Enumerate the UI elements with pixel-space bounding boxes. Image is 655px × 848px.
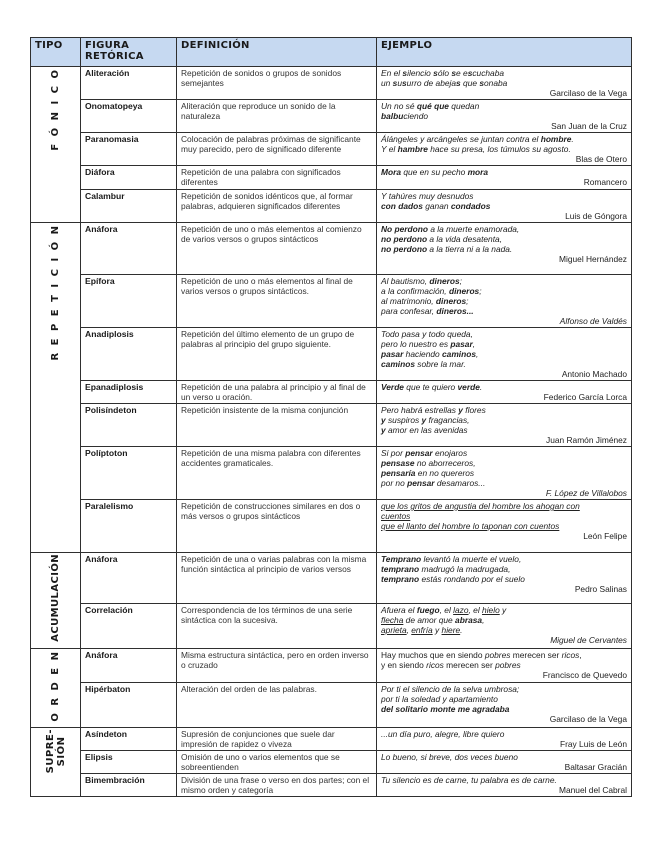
- example-line: temprano estás rondando por el suelo: [381, 574, 525, 584]
- figure-name: Epanadiplosis: [81, 381, 177, 404]
- example-author: Baltasar Gracián: [564, 762, 627, 773]
- example-author: San Juan de la Cruz: [551, 121, 627, 131]
- table-row: [31, 774, 632, 797]
- figure-definition: Repetición insistente de la misma conjunción: [177, 404, 377, 447]
- example-author: Fray Luis de León: [559, 739, 627, 750]
- figure-definition: Repetición de una misma palabra con diferentes accidentes gramaticales.: [177, 447, 377, 500]
- figure-definition: Repetición de sonidos o grupos de sonidos semejantes: [177, 67, 377, 100]
- example-line: pero lo nuestro es pasar,: [381, 339, 476, 349]
- example-line: con dados ganan condados: [381, 201, 491, 211]
- figure-example: [377, 648, 632, 683]
- example-author: Francisco de Quevedo: [542, 669, 627, 680]
- figure-name: Anáfora: [81, 553, 177, 604]
- table-row: [31, 447, 632, 500]
- example-line: Afuera el fuego, el lazo, el hielo y: [381, 604, 507, 615]
- figure-name: Diáfora: [81, 166, 177, 190]
- example-author: Miguel Hernández: [559, 254, 627, 264]
- table-row: [31, 190, 632, 223]
- category-label: F Ó N I C O: [50, 68, 61, 151]
- figure-example: [377, 381, 632, 404]
- rhetorical-figures-table: [30, 37, 632, 797]
- example-author: F. López de Villalobos: [545, 488, 627, 498]
- example-author: Federico García Lorca: [543, 392, 627, 402]
- figure-definition: Misma estructura sintáctica, pero en orden inverso o cruzado: [177, 648, 377, 683]
- example-line: al matrimonio, dineros;: [381, 296, 469, 306]
- table-row: [31, 683, 632, 728]
- example-author: Garcilaso de la Vega: [549, 88, 627, 98]
- table-row: [31, 603, 632, 648]
- figure-example: [377, 100, 632, 133]
- table-row: [31, 648, 632, 683]
- figure-example: [377, 133, 632, 166]
- figure-example: [377, 553, 632, 604]
- figure-name: Paranomasia: [81, 133, 177, 166]
- table-row: [31, 67, 632, 100]
- table-header: [31, 38, 632, 67]
- figure-example: [377, 166, 632, 190]
- example-line: Y tahúres muy desnudos: [381, 191, 474, 201]
- example-line: a la confirmación, dineros;: [381, 286, 482, 296]
- figure-example: [377, 447, 632, 500]
- figure-example: [377, 751, 632, 774]
- table-row: [31, 275, 632, 328]
- example-line: ...un día puro, alegre, libre quiero: [381, 729, 505, 740]
- header-figura: FIGURA RETÓRICA: [81, 38, 177, 67]
- example-line: Un no sé qué que quedan: [381, 101, 480, 111]
- figure-name: Epífora: [81, 275, 177, 328]
- example-line: pensaría en no quereros: [381, 468, 475, 478]
- figure-definition: Repetición de una palabra con significados diferentes: [177, 166, 377, 190]
- example-author: Blas de Otero: [575, 154, 627, 164]
- example-line: pasar haciendo caminos,: [381, 349, 479, 359]
- category-cell: [31, 728, 81, 797]
- example-line: Todo pasa y todo queda,: [381, 329, 473, 339]
- example-author: Romancero: [583, 177, 627, 187]
- figure-name: Onomatopeya: [81, 100, 177, 133]
- figure-name: Aliteración: [81, 67, 177, 100]
- table-row: [31, 553, 632, 604]
- example-line: flecha de amor que abrasa,: [381, 614, 485, 625]
- example-line: un susurro de abejas que sonaba: [381, 78, 508, 88]
- figure-name: Anáfora: [81, 648, 177, 683]
- figure-definition: Supresión de conjunciones que suele dar impresión de rapidez o viveza: [177, 728, 377, 751]
- figure-definition: Repetición de uno o más elementos al final de varios versos o grupos sintácticos.: [177, 275, 377, 328]
- example-line: caminos sobre la mar.: [381, 359, 466, 369]
- table-row: [31, 328, 632, 381]
- category-label: R E P E T I C I Ó N: [50, 224, 61, 361]
- example-line: que el llanto del hombre lo taponan con cuentos: [381, 521, 560, 531]
- example-line: del solitario monte me agradaba: [381, 704, 510, 715]
- figure-definition: Alteración del orden de las palabras.: [177, 683, 377, 728]
- figure-definition: Repetición de sonidos idénticos que, al formar palabras, adquieren significados diferentes: [177, 190, 377, 223]
- example-line: No perdono a la muerte enamorada,: [381, 224, 520, 234]
- figure-name: Bimembración: [81, 774, 177, 797]
- example-line: para confesar, dineros...: [381, 306, 474, 316]
- header-definicion: DEFINICIÓN: [177, 38, 377, 67]
- table-row: [31, 500, 632, 553]
- example-line: Álángeles y arcángeles se juntan contra el hombre.: [381, 134, 574, 144]
- example-line: Al bautismo, dineros;: [381, 276, 462, 286]
- table-row: [31, 133, 632, 166]
- figure-definition: Omisión de uno o varios elementos que se sobreentienden: [177, 751, 377, 774]
- figure-definition: Repetición del último elemento de un grupo de palabras al principio del grupo siguiente.: [177, 328, 377, 381]
- figure-name: Calambur: [81, 190, 177, 223]
- table-row: [31, 404, 632, 447]
- figure-definition: Correspondencia de los términos de una serie sintáctica con la sucesiva.: [177, 603, 377, 648]
- example-line: no perdono a la vida desatenta,: [381, 234, 503, 244]
- example-author: Miguel de Cervantes: [550, 634, 627, 645]
- example-line: por no pensar desamaros...: [381, 478, 486, 488]
- figure-example: [377, 683, 632, 728]
- figure-definition: Repetición de una palabra al principio y al final de un verso u oración.: [177, 381, 377, 404]
- example-author: Manuel del Cabral: [559, 785, 627, 796]
- figure-name: Elipsis: [81, 751, 177, 774]
- figure-name: Asíndeton: [81, 728, 177, 751]
- figure-name: Correlación: [81, 603, 177, 648]
- figure-name: Paralelismo: [81, 500, 177, 553]
- figure-name: Polisíndeton: [81, 404, 177, 447]
- example-line: y suspiros y fragancias,: [381, 415, 470, 425]
- figure-definition: Repetición de uno o más elementos al comienzo de varios versos o grupos sintácticos: [177, 223, 377, 275]
- figure-definition: Colocación de palabras próximas de significante muy parecido, pero de significado diferente: [177, 133, 377, 166]
- table-row: [31, 223, 632, 275]
- figure-definition: División de una frase o verso en dos partes; con el mismo orden y categoría: [177, 774, 377, 797]
- table-row: [31, 381, 632, 404]
- example-author: Alfonso de Valdés: [559, 316, 627, 326]
- example-line: y en siendo ricos merecen ser pobres: [381, 659, 521, 670]
- table-body: [31, 67, 632, 797]
- example-author: Juan Ramón Jiménez: [546, 435, 627, 445]
- example-line: y amor en las avenidas: [381, 425, 468, 435]
- example-author: Luis de Góngora: [565, 211, 627, 221]
- example-line: Pero habrá estrellas y flores: [381, 405, 486, 415]
- figure-example: [377, 404, 632, 447]
- table-row: [31, 728, 632, 751]
- example-line: Lo bueno, si breve, dos veces bueno: [381, 752, 518, 763]
- header-ejemplo: EJEMPLO: [377, 38, 632, 67]
- example-line: Tu silencio es de carne, tu palabra es de carne.: [381, 775, 557, 786]
- example-author: Garcilaso de la Vega: [549, 714, 627, 725]
- example-line: Por ti el silencio de la selva umbrosa;: [381, 684, 520, 695]
- figure-name: Anáfora: [81, 223, 177, 275]
- example-line: En el silencio sólo se escuchaba: [381, 68, 505, 78]
- example-line: Verde que te quiero verde.: [381, 382, 483, 392]
- category-label: O R D E N: [50, 649, 61, 722]
- table-row: [31, 751, 632, 774]
- figure-example: [377, 67, 632, 100]
- category-cell: [31, 648, 81, 728]
- example-line: Hay muchos que en siendo pobres merecen ser ricos,: [381, 649, 582, 660]
- example-line: balbuciendo: [381, 111, 429, 121]
- figure-definition: Aliteración que reproduce un sonido de la naturaleza: [177, 100, 377, 133]
- table-row: [31, 100, 632, 133]
- figure-example: [377, 223, 632, 275]
- example-line: no perdono a la tierra ni a la nada.: [381, 244, 513, 254]
- category-cell: [31, 553, 81, 649]
- figure-example: [377, 328, 632, 381]
- category-cell: [31, 223, 81, 553]
- example-author: León Felipe: [583, 531, 627, 541]
- figure-example: [377, 774, 632, 797]
- category-cell: [31, 67, 81, 223]
- example-line: Y el hambre hace su presa, los túmulos su agosto.: [381, 144, 571, 154]
- example-line: que los gritos de angustia del hombre los ahogan con: [381, 501, 580, 511]
- figure-example: [377, 603, 632, 648]
- figure-definition: Repetición de construcciones similares en dos o más versos o grupos sintácticos: [177, 500, 377, 553]
- example-line: por ti la soledad y apartamiento: [381, 694, 498, 705]
- figure-definition: Repetición de una o varias palabras con la misma función sintáctica al principio de varios versos: [177, 553, 377, 604]
- example-line: aprieta, enfría y hiere.: [381, 624, 463, 635]
- figure-example: [377, 728, 632, 751]
- example-line: temprano madrugó la madrugada,: [381, 564, 511, 574]
- figure-name: Políptoton: [81, 447, 177, 500]
- figure-name: Anadiplosis: [81, 328, 177, 381]
- example-line: cuentos: [381, 511, 411, 521]
- figure-example: [377, 500, 632, 553]
- figure-name: Hipérbaton: [81, 683, 177, 728]
- example-author: Antonio Machado: [561, 369, 627, 379]
- category-label: ACUMULACIÓN: [50, 554, 61, 642]
- example-line: pensase no aborreceros,: [381, 458, 476, 468]
- figure-example: [377, 275, 632, 328]
- header-tipo: TIPO: [31, 38, 81, 67]
- example-line: Si por pensar enojaros: [381, 448, 468, 458]
- figure-example: [377, 190, 632, 223]
- example-line: Mora que en su pecho mora: [381, 167, 489, 177]
- example-line: Temprano levantó la muerte el vuelo,: [381, 554, 522, 564]
- table-row: [31, 166, 632, 190]
- example-author: Pedro Salinas: [574, 584, 627, 594]
- category-label: SUPRE- SIÓN: [44, 729, 67, 774]
